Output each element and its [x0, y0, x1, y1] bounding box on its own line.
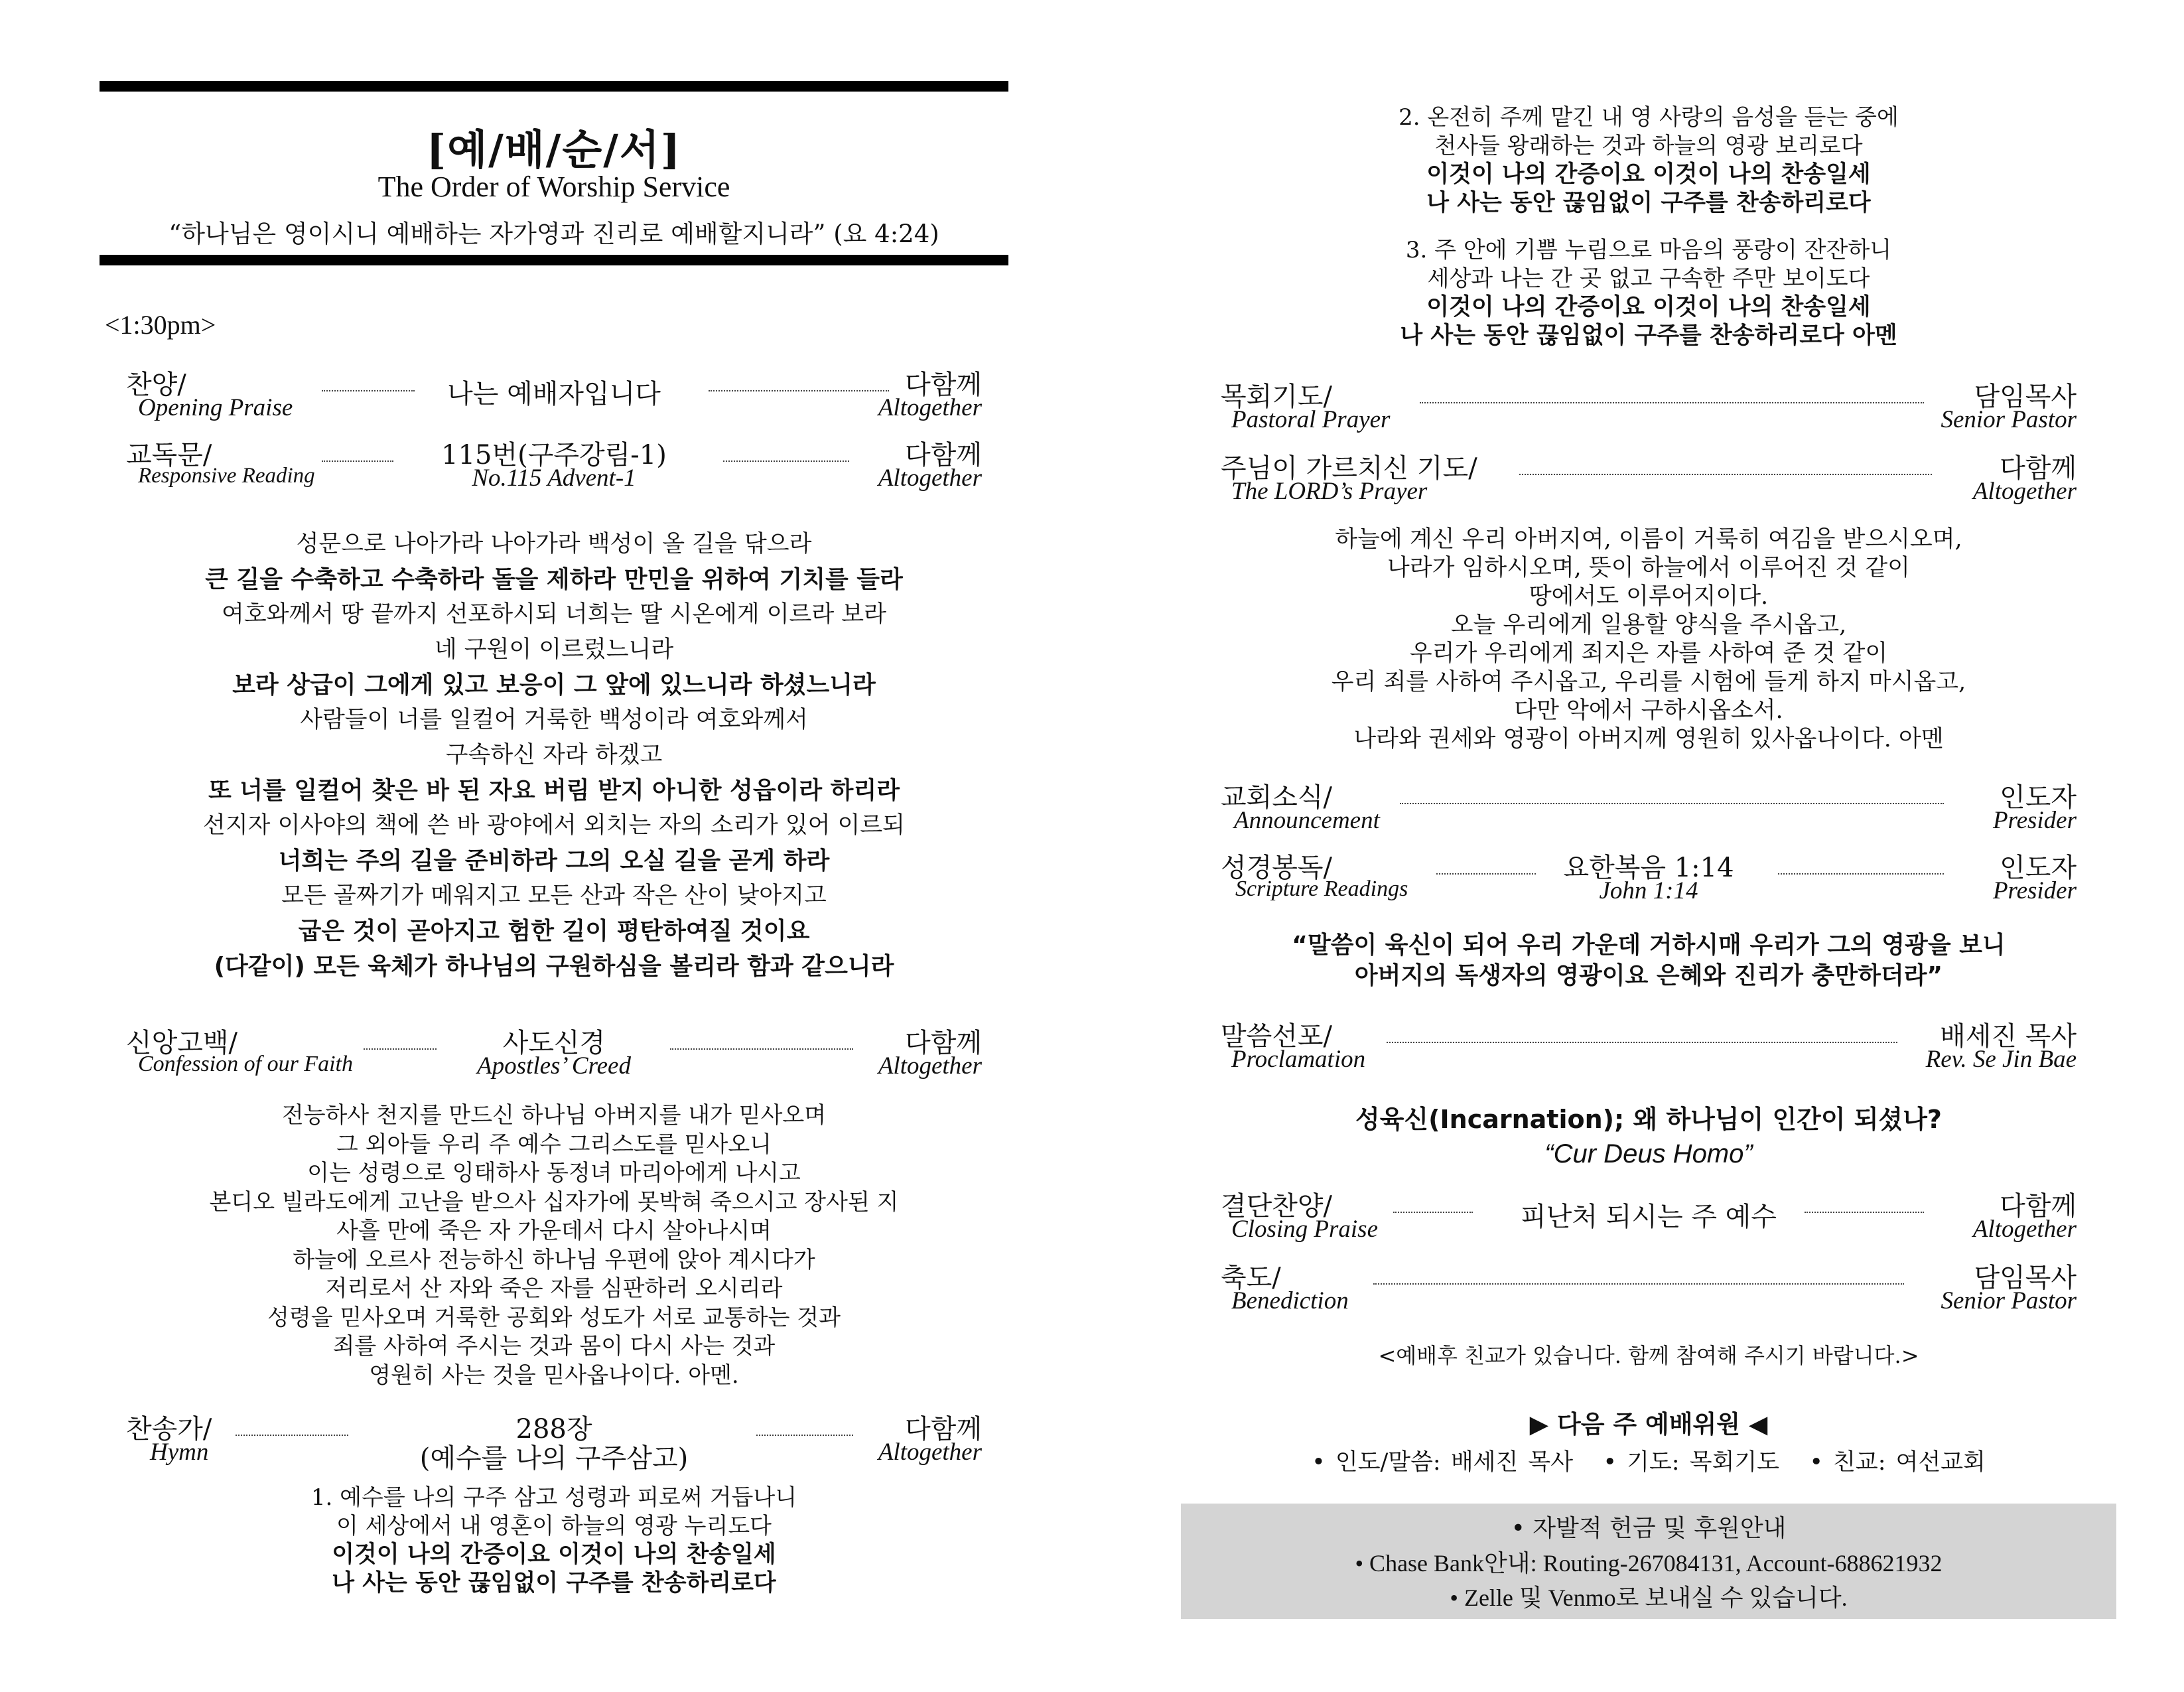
reading-line: 사람들이 너를 일컬어 거룩한 백성이라 여호와께서: [300, 707, 808, 733]
hymn-line: 천사들 왕래하는 것과 하늘의 영광 보리로다: [1434, 133, 1863, 159]
reading-line: 구속하신 자라 하겠고: [445, 742, 663, 768]
item-leader-kr: 인도자: [2000, 782, 2077, 813]
item-label-en: Hymn: [150, 1439, 209, 1466]
item-label-kr: 찬양/: [126, 370, 186, 400]
creed-line: 그 외아들 우리 주 예수 그리스도를 믿사오니: [336, 1131, 772, 1158]
creed-line: 영원히 사는 것을 믿사옵나이다. 아멘.: [369, 1362, 739, 1389]
creed-line: 하늘에 오르사 전능하신 하나님 우편에 앉아 계시다가: [293, 1246, 815, 1273]
item-leader-en: Altogether: [878, 1052, 982, 1080]
item-leader-en: Senior Pastor: [1941, 1287, 2077, 1314]
item-title: 피난처 되시는 주 예수: [1521, 1202, 1777, 1232]
hymn-line: 나 사는 동안 끊임없이 구주를 찬송하리로다: [332, 1570, 776, 1596]
item-title-sub: (예수를 나의 구주삼고): [419, 1443, 689, 1474]
creed-line: 저리로서 산 자와 죽은 자를 심판하러 오시리라: [325, 1275, 783, 1302]
prayer-line: 나라가 임하시오며, 뜻이 하늘에서 이루어진 것 같이: [1387, 555, 1910, 581]
item-label-en: Proclamation: [1231, 1046, 1366, 1073]
item-responsive-reading: [100, 434, 1008, 494]
next-week-title: ▶ 다음 주 예배위원 ◀: [1529, 1410, 1768, 1439]
hymn-verse-2: [1221, 104, 2077, 218]
hymn-line: 2. 온전히 주께 맡긴 내 영 사랑의 음성을 듣는 중에: [1399, 104, 1899, 131]
page-title: [예/배/순/서]: [426, 125, 682, 174]
item-title: 288장: [515, 1414, 592, 1445]
leader-dots: [756, 1435, 853, 1436]
item-title: 115번(구주강림-1): [441, 440, 667, 470]
item-leader-en: Altogether: [878, 1439, 982, 1466]
item-label-en: Scripture Readings: [1235, 877, 1408, 901]
item-label-en: Confession of our Faith: [138, 1052, 353, 1076]
giving-info-box: [1181, 1504, 2116, 1619]
creed-line: 죄를 사하여 주시는 것과 몸이 다시 사는 것과: [332, 1333, 776, 1360]
reading-line: 모든 골짜기가 메워지고 모든 산과 작은 산이 낮아지고: [281, 882, 827, 909]
reading-line: 여호와께서 땅 끝까지 선포하시되 너희는 딸 시온에게 이르라 보라: [222, 601, 886, 628]
item-label-en: The LORD’s Prayer: [1231, 478, 1428, 505]
leader-dots: [670, 1048, 853, 1050]
item-label-kr: 목회기도/: [1221, 382, 1333, 412]
creed-line: 성령을 믿사오며 거룩한 공회와 성도가 서로 교통하는 것과: [267, 1304, 841, 1331]
quote-line: “말씀이 육신이 되어 우리 가운데 거하시매 우리가 그의 영광을 보니: [1292, 932, 2006, 959]
prayer-line: 우리가 우리에게 죄지은 자를 사하여 준 것 같이: [1409, 640, 1888, 667]
top-rule: [100, 81, 1008, 92]
item-title-en: Apostles’ Creed: [477, 1052, 631, 1080]
item-leader-kr: 담임목사: [1974, 382, 2077, 412]
reading-line: 또 너를 일컬어 찾은 바 된 자요 버림 받지 아니한 성읍이라 하리라: [208, 777, 900, 804]
prayer-line: 하늘에 계신 우리 아버지여, 이름이 거룩히 여김을 받으시오며,: [1335, 526, 1962, 553]
item-title-en: No.115 Advent-1: [472, 464, 636, 492]
hymn-line: 나 사는 동안 끊임없이 구주를 찬송하리로다 아멘: [1400, 322, 1897, 349]
sermon-title-block: [1221, 1099, 2077, 1169]
leader-dots: [709, 390, 889, 391]
hymn-verse-1: [100, 1484, 1008, 1598]
reading-line: 네 구원이 이르렀느니라: [434, 636, 674, 663]
item-label-en: Pastoral Prayer: [1231, 406, 1391, 433]
header-verse: “하나님은 영이시니 예배하는 자가영과 진리로 예배할지니라” (요 4:24): [169, 220, 939, 248]
hymn-line: 이것이 나의 간증이요 이것이 나의 찬송일세: [1426, 161, 1871, 188]
reading-line: (다같이) 모든 육체가 하나님의 구원하심을 볼리라 함과 같으니라: [214, 953, 894, 980]
scripture-quote: [1221, 930, 2077, 991]
item-title: 나는 예배자입니다: [447, 379, 661, 409]
item-closing-praise: [1221, 1185, 2077, 1245]
item-opening-praise: [100, 364, 1008, 423]
item-leader-kr: 다함께: [905, 370, 982, 400]
item-label-kr: 교독문/: [126, 440, 212, 470]
reading-line: 보라 상급이 그에게 있고 보응이 그 앞에 있느니라 하셨느니라: [232, 671, 876, 699]
hymn-line: 이 세상에서 내 영혼이 하늘의 영광 누리도다: [336, 1513, 772, 1539]
leader-dots: [1373, 1283, 1904, 1285]
lords-prayer-text: [1221, 526, 2077, 754]
item-label-en: Responsive Reading: [138, 464, 315, 488]
item-leader-kr: 담임목사: [1974, 1263, 2077, 1293]
giving-title: • 자발적 헌금 및 후원안내: [1511, 1515, 1787, 1542]
item-leader-en: Altogether: [1972, 1216, 2077, 1243]
item-label-kr: 축도/: [1221, 1263, 1281, 1293]
leader-dots: [1400, 803, 1944, 804]
item-leader-kr: 다함께: [905, 1414, 982, 1445]
fellowship-note: <예배후 친교가 있습니다. 함께 참여해 주시기 바랍니다.>: [1378, 1343, 1919, 1368]
reading-line: 굽은 것이 곧아지고 험한 길이 평탄하여질 것이요: [298, 918, 810, 945]
item-label-kr: 결단찬양/: [1221, 1191, 1333, 1222]
item-leader-kr: 다함께: [905, 1028, 982, 1058]
item-label-kr: 성경봉독/: [1221, 853, 1333, 883]
item-label-kr: 찬송가/: [126, 1414, 212, 1445]
hymn-line: 1. 예수를 나의 구주 삼고 성령과 피로써 거듭나니: [310, 1484, 797, 1511]
leader-dots: [1387, 1042, 1897, 1043]
item-label-kr: 말씀선포/: [1221, 1021, 1333, 1052]
item-pastoral-prayer: [1221, 376, 2077, 435]
hymn-verse-3: [1221, 236, 2077, 350]
service-time: <1:30pm>: [105, 310, 216, 340]
item-hymn: [100, 1408, 1008, 1474]
item-leader-kr: 다함께: [2000, 453, 2077, 484]
giving-apps: • Zelle 및 Venmo로 보내실 수 있습니다.: [1450, 1585, 1848, 1611]
leader-dots: [1805, 1212, 1924, 1213]
prayer-line: 나라와 권세와 영광이 아버지께 영원히 있사옵나이다. 아멘: [1353, 726, 1944, 752]
leader-dots: [1778, 873, 1944, 875]
item-leader-en: Presider: [1992, 807, 2077, 834]
item-label-kr: 주님이 가르치신 기도/: [1221, 453, 1477, 484]
leader-dots: [1420, 402, 1924, 403]
item-proclamation: [1221, 1015, 2077, 1075]
hymn-line: 이것이 나의 간증이요 이것이 나의 찬송일세: [1426, 294, 1871, 320]
creed-line: 전능하사 천지를 만드신 하나님 아버지를 내가 믿사오며: [281, 1102, 827, 1129]
reading-line: 너희는 주의 길을 준비하라 그의 오실 길을 곧게 하라: [278, 847, 830, 875]
item-leader-en: Presider: [1992, 877, 2077, 904]
item-label-en: Closing Praise: [1231, 1216, 1378, 1243]
item-title: 사도신경: [502, 1028, 606, 1058]
item-label-en: Benediction: [1231, 1287, 1349, 1314]
reading-line: 성문으로 나아가라 나아가라 백성이 올 길을 닦으라: [296, 531, 812, 557]
prayer-line: 우리 죄를 사하여 주시옵고, 우리를 시험에 들게 하지 마시옵고,: [1331, 669, 1966, 695]
reading-line: 선지자 이사야의 책에 쓴 바 광야에서 외치는 자의 소리가 있어 이르되: [203, 812, 905, 839]
hymn-line: 3. 주 안에 기쁨 누림으로 마음의 풍랑이 잔잔하니: [1405, 237, 1892, 263]
item-leader-en: Altogether: [1972, 478, 2077, 505]
item-leader-kr: 다함께: [905, 440, 982, 470]
header-rule: [100, 255, 1008, 265]
hymn-line: 세상과 나는 간 곳 없고 구속한 주만 보이도다: [1427, 265, 1870, 292]
item-label-kr: 신앙고백/: [126, 1028, 238, 1058]
responsive-reading-text: [100, 527, 1008, 984]
item-leader-en: Rev. Se Jin Bae: [1925, 1046, 2077, 1073]
item-confession: [100, 1022, 1008, 1082]
item-leader-en: Altogether: [878, 464, 982, 492]
prayer-line: 다만 악에서 구하시옵소서.: [1514, 697, 1783, 724]
item-leader-kr: 다함께: [2000, 1191, 2077, 1222]
page-subtitle: The Order of Worship Service: [377, 171, 730, 203]
item-benediction: [1221, 1257, 2077, 1316]
prayer-line: 땅에서도 이루어지이다.: [1529, 583, 1769, 610]
item-scripture-reading: [1221, 847, 2077, 906]
quote-line: 아버지의 독생자의 영광이요 은혜와 진리가 충만하더라”: [1354, 962, 1943, 989]
item-label-en: Opening Praise: [138, 394, 293, 421]
prayer-line: 오늘 우리에게 일용할 양식을 주시옵고,: [1450, 612, 1847, 638]
hymn-line: 이것이 나의 간증이요 이것이 나의 찬송일세: [332, 1541, 776, 1568]
sermon-subtitle: “Cur Deus Homo”: [1544, 1139, 1753, 1168]
creed-line: 본디오 빌라도에게 고난을 받으사 십자가에 못박혀 죽으시고 장사된 지: [209, 1188, 899, 1216]
item-title-en: John 1:14: [1599, 877, 1698, 904]
next-week-roles: • 인도/말씀: 배세진 목사 • 기도: 목회기도 • 친교: 여선교회: [1312, 1449, 1986, 1476]
item-leader-en: Senior Pastor: [1941, 406, 2077, 433]
item-announcement: [1221, 776, 2077, 836]
item-lords-prayer: [1221, 447, 2077, 507]
creed-line: 사흘 만에 죽은 자 가운데서 다시 살아나시며: [336, 1218, 772, 1244]
apostles-creed-text: [100, 1101, 1008, 1390]
creed-line: 이는 성령으로 잉태하사 동정녀 마리아에게 나시고: [307, 1160, 801, 1186]
leader-dots: [723, 460, 849, 462]
leader-dots: [1519, 474, 1932, 475]
hymn-line: 나 사는 동안 끊임없이 구주를 찬송하리로다: [1426, 190, 1871, 216]
item-leader-en: Altogether: [878, 394, 982, 421]
item-leader-kr: 배세진 목사: [1940, 1021, 2077, 1052]
item-leader-kr: 인도자: [2000, 853, 2077, 883]
item-label-en: Announcement: [1234, 807, 1380, 834]
reading-line: 큰 길을 수축하고 수축하라 돌을 제하라 만민을 위하여 기치를 들라: [205, 566, 903, 593]
giving-bank: • Chase Bank안내: Routing-267084131, Account-688621932: [1355, 1550, 1943, 1577]
item-label-kr: 교회소식/: [1221, 782, 1333, 813]
item-title: 요한복음 1:14: [1563, 853, 1734, 883]
sermon-title: 성육신(Incarnation); 왜 하나님이 인간이 되셨나?: [1355, 1105, 1942, 1134]
